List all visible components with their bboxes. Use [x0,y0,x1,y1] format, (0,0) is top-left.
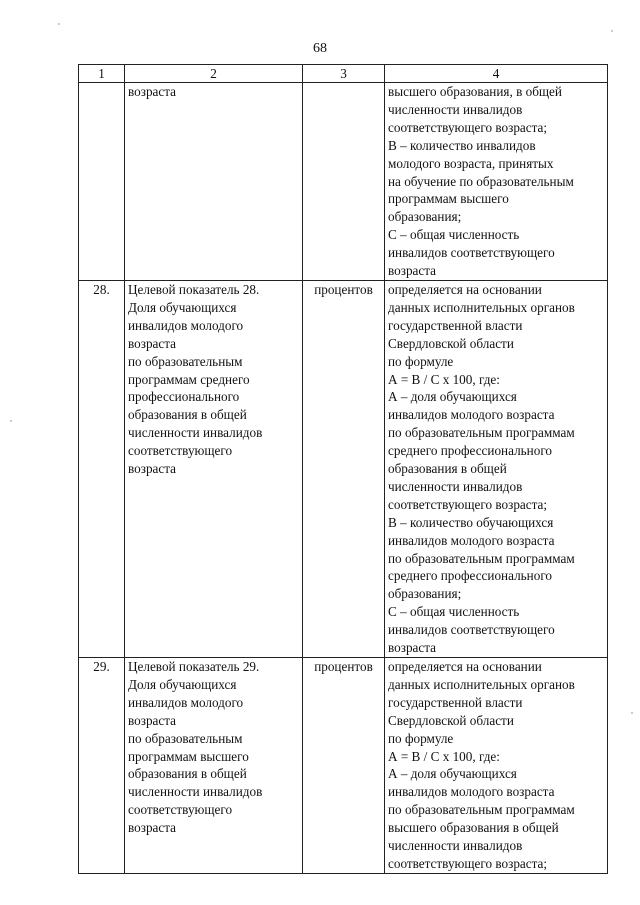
calculation-method-line: инвалидов молодого возраста [388,784,555,800]
calculation-method-line: определяется на основании [388,281,542,297]
calculation-method-line: соответствующего возраста; [388,119,548,135]
indicator-name-line: программам среднего [128,371,250,387]
calculation-method-line: государственной власти [388,694,523,710]
calculation-method-line: возраста [388,263,437,279]
calculation-method-line: численности инвалидов [388,101,523,117]
indicator-name-line: численности инвалидов [128,425,263,441]
indicator-name-line: Доля обучающихся [128,676,237,692]
calculation-method-line: А = В / С х 100, где: [388,748,500,764]
indicator-name-line: образования в общей [128,407,247,423]
calculation-method [385,83,608,281]
scan-speck [58,23,60,25]
table-row [79,83,608,281]
indicator-name-line: программам высшего [128,748,249,764]
indicator-name-line: возраста [128,820,177,836]
calculation-method-line: данных исполнительных органов [388,299,575,315]
indicator-name-line: профессионального [128,389,240,405]
table-header-row [79,65,608,83]
unit-of-measure: процентов [303,658,385,874]
calculation-method-line: А = В / С х 100, где: [388,371,500,387]
row-number: 28. [79,280,125,657]
calculation-method-line: на обучение по образовательным [388,173,574,189]
calculation-method-line: Свердловской области [388,712,514,728]
calculation-method-line: образования в общей [388,461,507,477]
calculation-method-line: численности инвалидов [388,478,523,494]
calculation-method-line: Свердловской области [388,335,514,351]
calculation-method-line: государственной власти [388,317,523,333]
indicator-name [125,658,303,874]
indicator-name-line: по образовательным [128,730,243,746]
calculation-method-line: среднего профессионального [388,443,552,459]
indicator-name-line: образования в общей [128,766,247,782]
calculation-method-line: соответствующего возраста; [388,496,548,512]
calculation-method-line: В – количество инвалидов [388,137,536,153]
indicator-name-line: соответствующего [128,802,233,818]
calculation-method-line: высшего образования в общей [388,820,559,836]
indicator-name-line: Целевой показатель 28. [128,281,260,297]
calculation-method-line: молодого возраста, принятых [388,155,554,171]
calculation-method-line: инвалидов молодого возраста [388,407,555,423]
calculation-method-line: по формуле [388,353,454,369]
page-number: 68 [313,41,327,56]
calculation-method-line: С – общая численность [388,227,520,243]
indicator-name-line: по образовательным [128,353,243,369]
calculation-method-line: инвалидов молодого возраста [388,532,555,548]
indicator-name-line: возраста [128,712,177,728]
calculation-method-line: образования; [388,209,462,225]
indicator-name-line: возраста [128,461,177,477]
calculation-method-line: соответствующего возраста; [388,855,548,871]
header-cell-3: 3 [303,65,385,83]
calculation-method-line: высшего образования, в общей [388,84,562,99]
calculation-method-line: численности инвалидов [388,838,523,854]
unit-of-measure [303,83,385,281]
calculation-method-line: по образовательным программам [388,802,575,818]
indicator-name-line: численности инвалидов [128,784,263,800]
indicator-name-line: Доля обучающихся [128,299,237,315]
row-number [79,83,125,281]
scan-speck [10,420,12,422]
calculation-method-line: определяется на основании [388,659,542,674]
calculation-method-line: С – общая численность [388,604,520,620]
table-row [79,658,608,874]
calculation-method [385,658,608,874]
unit-of-measure: процентов [303,280,385,657]
calculation-method [385,280,608,657]
header-cell-4: 4 [385,65,608,83]
calculation-method-line: инвалидов соответствующего [388,622,555,638]
calculation-method-line: образования; [388,586,462,602]
calculation-method-line: по образовательным программам [388,425,575,441]
calculation-method-line: инвалидов соответствующего [388,245,555,261]
scan-speck [611,30,613,32]
header-cell-2: 2 [125,65,303,83]
calculation-method-line: А – доля обучающихся [388,389,517,405]
header-cell-1: 1 [79,65,125,83]
row-number: 29. [79,658,125,874]
calculation-method-line: программам высшего [388,191,509,207]
indicator-name [125,83,303,281]
calculation-method-line: А – доля обучающихся [388,766,517,782]
indicator-name-line: Целевой показатель 29. [128,659,260,674]
indicator-name-line: соответствующего [128,443,233,459]
calculation-method-line: возраста [388,640,437,656]
indicator-table [78,64,608,874]
table-row [79,280,608,657]
calculation-method-line: данных исполнительных органов [388,676,575,692]
indicator-name-line: инвалидов молодого [128,317,244,333]
calculation-method-line: В – количество обучающихся [388,514,554,530]
calculation-method-line: среднего профессионального [388,568,552,584]
calculation-method-line: по формуле [388,730,454,746]
calculation-method-line: по образовательным программам [388,550,575,566]
scan-speck [631,712,633,714]
indicator-name-line: инвалидов молодого [128,694,244,710]
indicator-name-line: возраста [128,84,177,99]
indicator-name [125,280,303,657]
indicator-name-line: возраста [128,335,177,351]
